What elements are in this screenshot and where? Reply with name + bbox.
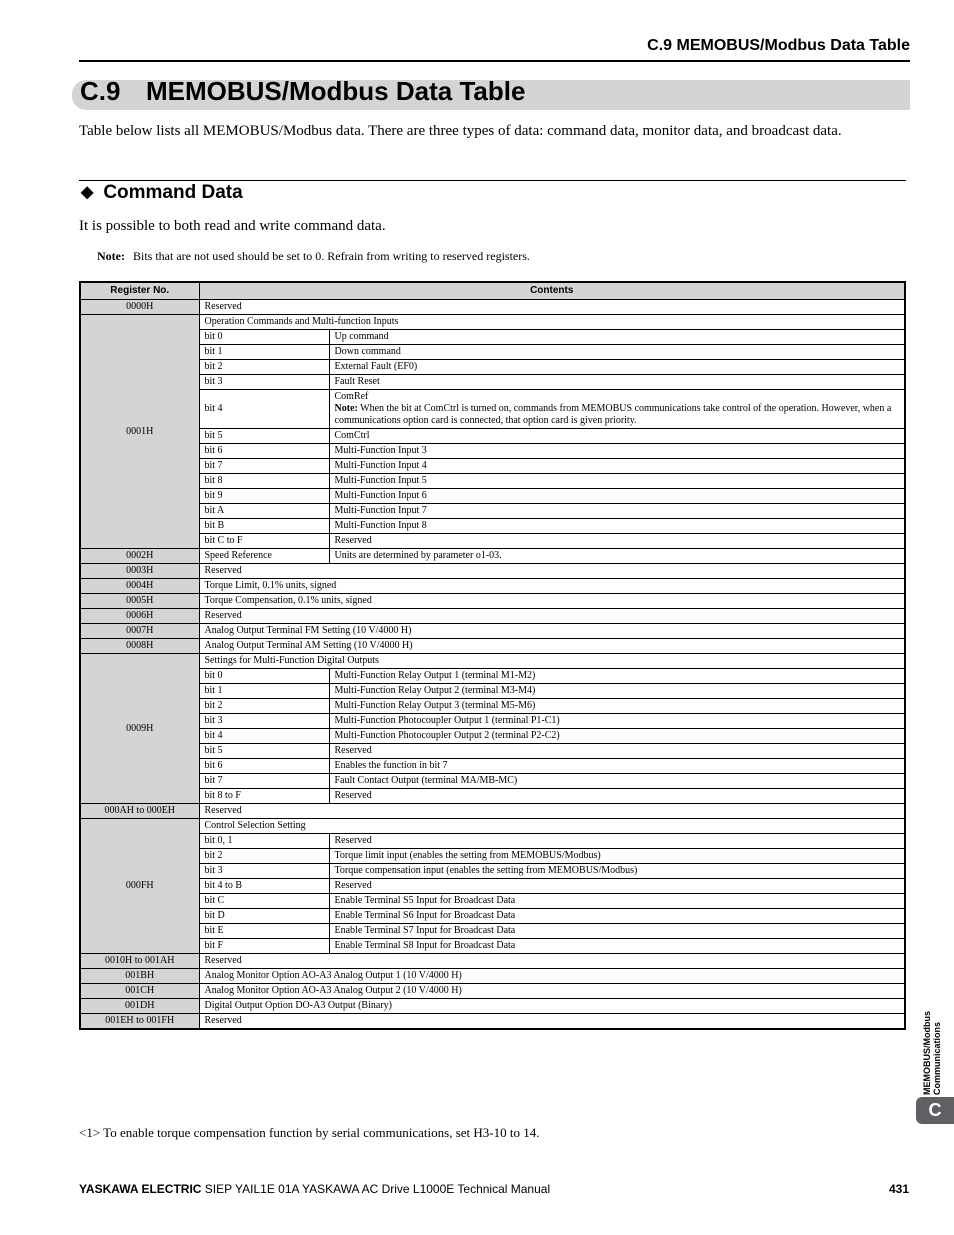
bit-row [80, 534, 905, 549]
bit-cell: bit 0 [199, 669, 329, 684]
bit-row [80, 474, 905, 489]
bit-desc-cell: Enable Terminal S8 Input for Broadcast Data [329, 939, 905, 954]
register-cell: 0010H to 001AH [80, 954, 199, 969]
bit-desc-cell: ComCtrl [329, 429, 905, 444]
bit-cell: bit 2 [199, 699, 329, 714]
register-cell: 000AH to 000EH [80, 804, 199, 819]
bit-desc-cell: Fault Contact Output (terminal MA/MB-MC) [329, 774, 905, 789]
bit-cell: bit 8 [199, 474, 329, 489]
bit-row [80, 390, 905, 429]
bit-desc-cell: Multi-Function Input 8 [329, 519, 905, 534]
bit-desc-cell: Torque limit input (enables the setting from MEMOBUS/Modbus) [329, 849, 905, 864]
bit-desc-cell: Multi-Function Input 6 [329, 489, 905, 504]
bit-cell: bit 6 [199, 759, 329, 774]
command-data-table [79, 281, 906, 1030]
bit-row [80, 489, 905, 504]
bit-row [80, 759, 905, 774]
register-cell: 0001H [80, 315, 199, 549]
content-cell: Reserved [199, 609, 905, 624]
content-cell: Reserved [199, 300, 905, 315]
bit-cell: bit 5 [199, 429, 329, 444]
bit-cell: bit C [199, 894, 329, 909]
bit-cell: bit 7 [199, 774, 329, 789]
bit-row [80, 684, 905, 699]
section-number: C.9 [80, 76, 121, 106]
content-label-cell: Speed Reference [199, 549, 329, 564]
bit-desc-cell: Enable Terminal S5 Input for Broadcast Data [329, 894, 905, 909]
bit-row [80, 774, 905, 789]
register-cell: 001DH [80, 999, 199, 1014]
subsection-title: Command Data [103, 182, 243, 203]
bit-cell: bit A [199, 504, 329, 519]
table-row [80, 1014, 905, 1030]
table-row [80, 564, 905, 579]
table-row [80, 579, 905, 594]
table-row [80, 609, 905, 624]
chapter-side-label [916, 985, 952, 1095]
bit-cell: bit 2 [199, 360, 329, 375]
bit-cell: bit 1 [199, 345, 329, 360]
table-row [80, 594, 905, 609]
comref-note [335, 403, 900, 427]
bit-desc-cell: Reserved [329, 534, 905, 549]
bit-cell: bit 3 [199, 375, 329, 390]
bit-cell: bit F [199, 939, 329, 954]
header-register-no: Register No. [80, 282, 199, 300]
table-row [80, 954, 905, 969]
bit-cell: bit C to F [199, 534, 329, 549]
subsection-rule [79, 180, 906, 181]
table-row [80, 804, 905, 819]
content-title-cell: Settings for Multi-Function Digital Outputs [199, 654, 905, 669]
diamond-bullet-icon: ◆ [81, 184, 94, 201]
register-cell: 0006H [80, 609, 199, 624]
register-cell: 001CH [80, 984, 199, 999]
chapter-side-label-text: MEMOBUS/Modbus Communications [922, 1011, 942, 1095]
bit-desc-cell: Down command [329, 345, 905, 360]
content-title-cell: Control Selection Setting [199, 819, 905, 834]
bit-cell: bit 8 to F [199, 789, 329, 804]
bit-desc-cell: Multi-Function Input 5 [329, 474, 905, 489]
bit-desc-cell: Multi-Function Relay Output 3 (terminal M5-M6) [329, 699, 905, 714]
bit-cell: bit 5 [199, 744, 329, 759]
content-cell: Analog Monitor Option AO-A3 Analog Output 2 (10 V/4000 H) [199, 984, 905, 999]
subsection-heading [81, 182, 243, 204]
page-number: 431 [888, 1182, 909, 1196]
content-cell: Reserved [199, 564, 905, 579]
bit-desc-cell: Enables the function in bit 7 [329, 759, 905, 774]
bit-desc-cell: Multi-Function Input 4 [329, 459, 905, 474]
subsection-text: It is possible to both read and write command data. [79, 218, 386, 234]
bit-cell: bit 2 [199, 849, 329, 864]
bit-row [80, 744, 905, 759]
bit-row [80, 909, 905, 924]
register-cell: 0002H [80, 549, 199, 564]
bit-cell: bit 0 [199, 330, 329, 345]
bit-cell: bit 3 [199, 864, 329, 879]
content-cell: Digital Output Option DO-A3 Output (Binary) [199, 999, 905, 1014]
bit-desc-cell: Torque compensation input (enables the setting from MEMOBUS/Modbus) [329, 864, 905, 879]
table-row [80, 549, 905, 564]
content-cell: Analog Output Terminal AM Setting (10 V/4000 H) [199, 639, 905, 654]
chapter-tab[interactable]: C [916, 1097, 954, 1124]
table-row [80, 999, 905, 1014]
table-row [80, 639, 905, 654]
register-cell: 0007H [80, 624, 199, 639]
bit-desc-cell: Enable Terminal S6 Input for Broadcast Data [329, 909, 905, 924]
comref-label: ComRef [334, 391, 369, 402]
note [97, 249, 530, 264]
register-cell: 001BH [80, 969, 199, 984]
table-row [80, 654, 905, 669]
register-cell: 001EH to 001FH [80, 1014, 199, 1030]
bit-cell: bit B [199, 519, 329, 534]
running-header: C.9 MEMOBUS/Modbus Data Table [647, 37, 910, 54]
bit-cell: bit 6 [199, 444, 329, 459]
register-cell: 000FH [80, 819, 199, 954]
content-cell: Reserved [199, 804, 905, 819]
content-cell: Units are determined by parameter o1-03. [329, 549, 905, 564]
register-cell: 0008H [80, 639, 199, 654]
footer-brand: YASKAWA ELECTRIC [79, 1182, 202, 1196]
table-row [80, 819, 905, 834]
bit-row [80, 375, 905, 390]
bit-cell: bit 4 [199, 390, 329, 429]
register-cell: 0004H [80, 579, 199, 594]
table-header-row [80, 282, 905, 300]
bit-row [80, 360, 905, 375]
bit-row [80, 459, 905, 474]
bit-row [80, 504, 905, 519]
bit-desc-cell: Reserved [329, 744, 905, 759]
note-label: Note: [97, 249, 125, 263]
bit-row [80, 519, 905, 534]
table-row [80, 315, 905, 330]
bit-desc-cell [329, 390, 905, 429]
bit-row [80, 669, 905, 684]
bit-desc-cell: Multi-Function Photocoupler Output 2 (terminal P2-C2) [329, 729, 905, 744]
bit-desc-cell: External Fault (EF0) [329, 360, 905, 375]
bit-row [80, 864, 905, 879]
bit-row [80, 345, 905, 360]
footer-manual: SIEP YAIL1E 01A YASKAWA AC Drive L1000E Technical Manual [201, 1182, 551, 1196]
content-cell: Torque Compensation, 0.1% units, signed [199, 594, 905, 609]
bit-row [80, 429, 905, 444]
content-cell: Torque Limit, 0.1% units, signed [199, 579, 905, 594]
bit-row [80, 879, 905, 894]
content-cell: Analog Monitor Option AO-A3 Analog Output 1 (10 V/4000 H) [199, 969, 905, 984]
register-cell: 0000H [80, 300, 199, 315]
bit-row [80, 789, 905, 804]
bit-cell: bit 9 [199, 489, 329, 504]
bit-desc-cell: Reserved [329, 879, 905, 894]
page-footer [79, 1182, 550, 1196]
bit-row [80, 894, 905, 909]
register-cell: 0003H [80, 564, 199, 579]
bit-cell: bit 4 to B [199, 879, 329, 894]
content-cell: Reserved [199, 954, 905, 969]
bit-cell: bit 1 [199, 684, 329, 699]
content-title-cell: Operation Commands and Multi-function Inputs [199, 315, 905, 330]
bit-desc-cell: Reserved [329, 789, 905, 804]
bit-row [80, 939, 905, 954]
header-contents: Contents [199, 282, 905, 300]
bit-cell: bit 7 [199, 459, 329, 474]
bit-desc-cell: Multi-Function Photocoupler Output 1 (terminal P1-C1) [329, 714, 905, 729]
bit-row [80, 699, 905, 714]
bit-desc-cell: Enable Terminal S7 Input for Broadcast Data [329, 924, 905, 939]
bit-row [80, 924, 905, 939]
table-row [80, 300, 905, 315]
content-cell: Reserved [199, 1014, 905, 1030]
bit-cell: bit 0, 1 [199, 834, 329, 849]
bit-row [80, 330, 905, 345]
register-cell: 0009H [80, 654, 199, 804]
content-cell: Analog Output Terminal FM Setting (10 V/4000 H) [199, 624, 905, 639]
footnote: <1> To enable torque compensation function by serial communications, set H3-10 to 14. [79, 1125, 540, 1140]
bit-row [80, 849, 905, 864]
bit-row [80, 714, 905, 729]
table-row [80, 624, 905, 639]
comref-note-text: When the bit at ComCtrl is turned on, commands from MEMOBUS communications take control of the operation. However, when a communications option card is connected, that option card is given priority. [334, 403, 892, 426]
bit-desc-cell: Multi-Function Relay Output 1 (terminal M1-M2) [329, 669, 905, 684]
table-row [80, 984, 905, 999]
bit-desc-cell: Up command [329, 330, 905, 345]
bit-desc-cell: Reserved [329, 834, 905, 849]
bit-cell: bit 4 [199, 729, 329, 744]
bit-desc-cell: Multi-Function Input 3 [329, 444, 905, 459]
table-row [80, 969, 905, 984]
bit-row [80, 729, 905, 744]
bit-desc-cell: Multi-Function Relay Output 2 (terminal M3-M4) [329, 684, 905, 699]
section-title [80, 76, 525, 107]
bit-cell: bit 3 [199, 714, 329, 729]
register-cell: 0005H [80, 594, 199, 609]
note-text: Bits that are not used should be set to 0. Refrain from writing to reserved registers. [132, 249, 530, 263]
intro-paragraph: Table below lists all MEMOBUS/Modbus data. There are three types of data: command data, monitor data, and broadcast data. [79, 123, 842, 139]
bit-cell: bit E [199, 924, 329, 939]
header-rule [79, 60, 910, 62]
bit-row [80, 444, 905, 459]
bit-cell: bit D [199, 909, 329, 924]
comref-note-label: Note: [334, 403, 358, 414]
bit-desc-cell: Fault Reset [329, 375, 905, 390]
section-title-text: MEMOBUS/Modbus Data Table [146, 76, 526, 106]
bit-row [80, 834, 905, 849]
bit-desc-cell: Multi-Function Input 7 [329, 504, 905, 519]
